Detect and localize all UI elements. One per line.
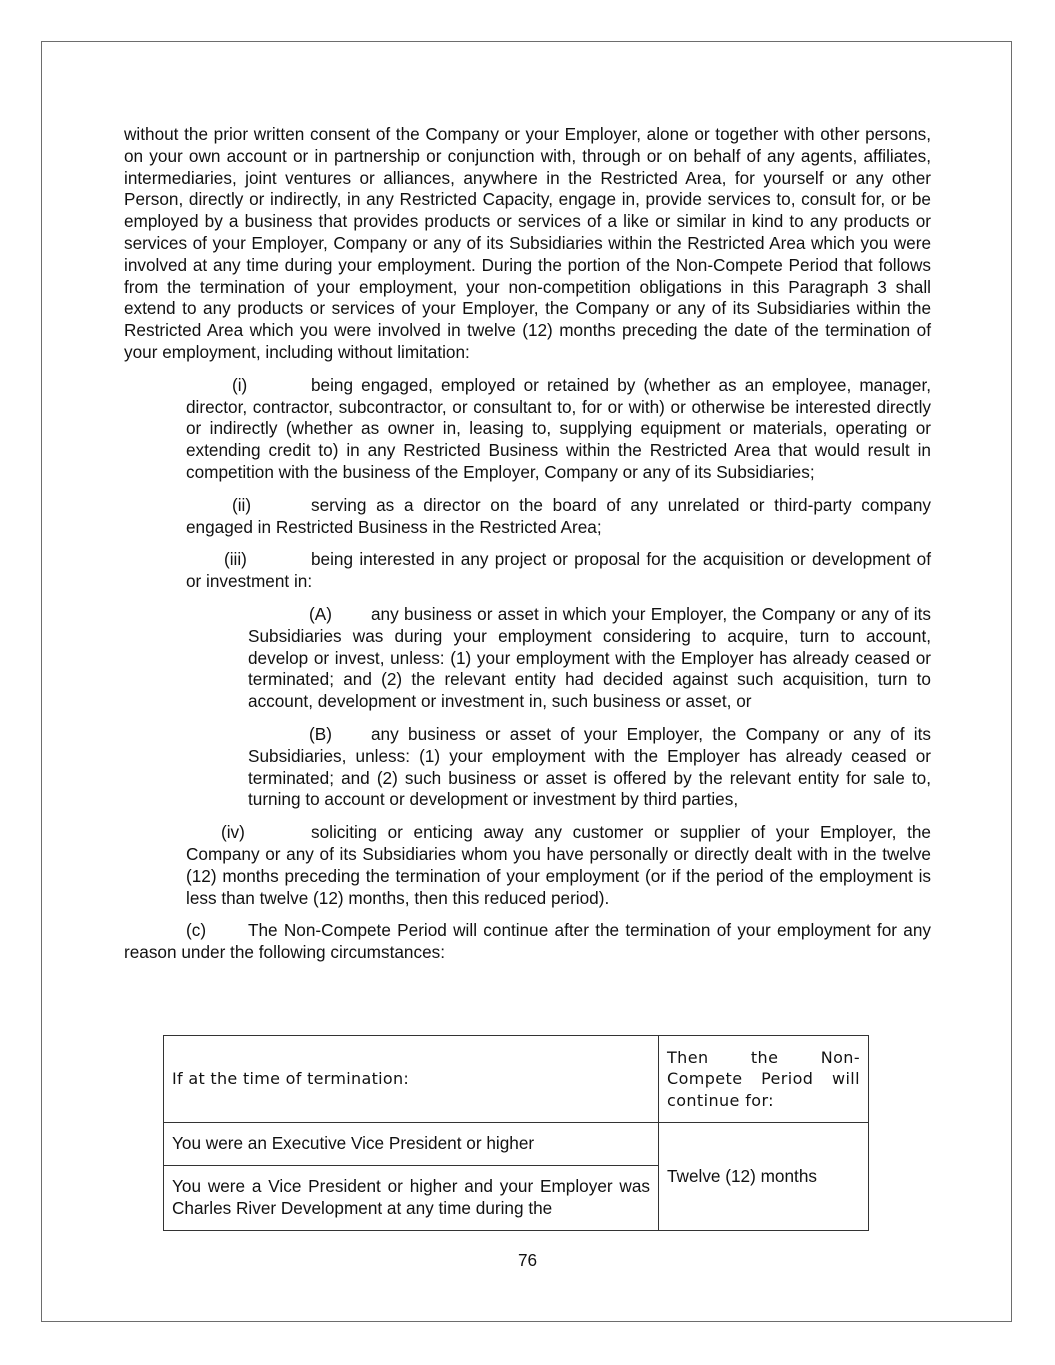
document-body <box>124 124 931 964</box>
sub-item-text: any business or asset of your Employer, the Company or any of its Subsidiaries, unless: (1) your employment with the Employer has already ceased or terminated; and (2) such business or asset is offered by the relevant entity for sale to, turning to account or development or investment by third parties, <box>248 723 931 810</box>
sub-item-A <box>248 604 931 713</box>
sub-item-number: (B) <box>309 723 332 744</box>
item-number: (ii) <box>232 494 252 515</box>
item-text: serving as a director on the board of any unrelated or third-party company engaged in Restricted Business in the Restricted Area; <box>186 494 931 537</box>
table-header-row <box>164 1036 869 1123</box>
table-header-right: Then the Non-Compete Period will continue for: <box>659 1036 869 1123</box>
paragraph-label: (c) <box>186 920 207 941</box>
table-header-left: If at the time of termination: <box>164 1036 659 1123</box>
item-text: soliciting or enticing away any customer or supplier of your Employer, the Company or any of its Subsidiaries whom you have personally or directly dealt with in the twelve (12) months preceding the termination of your employment (or if the period of the employment is less than twelve (12) months, then this reduced period). <box>186 822 931 908</box>
paragraph-text: The Non-Compete Period will continue after the termination of your employment for any reason under the following circumstances: <box>124 920 931 963</box>
termination-table <box>163 1035 869 1231</box>
sub-item-text: any business or asset in which your Employer, the Company or any of its Subsidiaries was during your employment considering to acquire, turn to account, develop or invest, unless: (1) your employment with the Employer has already ceased or terminated; and (2) the relevant entity had decided against such acquisition, turn to account, development or investment in, such business or asset, or <box>248 603 931 712</box>
list-item-iii <box>186 549 931 593</box>
table-row <box>164 1123 869 1166</box>
item-number: (iii) <box>224 549 247 570</box>
item-number: (iv) <box>221 822 245 843</box>
item-number: (i) <box>232 374 248 395</box>
sub-item-B <box>248 724 931 811</box>
list-item-ii <box>186 495 931 539</box>
intro-paragraph: without the prior written consent of the Company or your Employer, alone or together with other persons, on your own account or in partnership or conjunction with, through or on behalf of any agents, affiliates, intermediaries, joint ventures or alliances, anywhere in the Restricted Area, for yourself or any other Person, directly or indirectly, in any Restricted Capacity, engage in, provide services to, consult for, or be employed by a business that provides products or services of a like or similar in kind to any products or services of your Employer, Company or any of its Subsidiaries within the Restricted Area which you were involved at any time during your employment. During the portion of the Non-Compete Period that follows from the termination of your employment, your non-competition obligations in this Paragraph 3 shall extend to any products or services of your Employer, the Company or any of its Subsidiaries within the Restricted Area which you were involved in twelve (12) months preceding the date of the termination of your employment, including without limitation: <box>124 124 931 362</box>
sub-item-number: (A) <box>309 603 332 624</box>
list-item-i <box>186 375 931 484</box>
page-number: 76 <box>517 1250 538 1270</box>
period-cell: Twelve (12) months <box>659 1123 869 1231</box>
paragraph-c <box>124 920 931 964</box>
list-item-iv <box>186 822 931 909</box>
item-text: being engaged, employed or retained by (whether as an employee, manager, director, contractor, subcontractor, or consultant to, for or with) or otherwise be interested directly or indirectly (whether as owner in, leasing to, supplying equipment or materials, operating or extending credit to) in any Restricted Business within the Restricted Area that would result in competition with the business of the Employer, Company or any of its Subsidiaries; <box>186 374 931 482</box>
item-text: being interested in any project or proposal for the acquisition or development of or investment in: <box>186 549 931 592</box>
table-cell: You were a Vice President or higher and your Employer was Charles River Development at any time during the <box>164 1166 659 1231</box>
table-cell: You were an Executive Vice President or higher <box>164 1123 659 1166</box>
